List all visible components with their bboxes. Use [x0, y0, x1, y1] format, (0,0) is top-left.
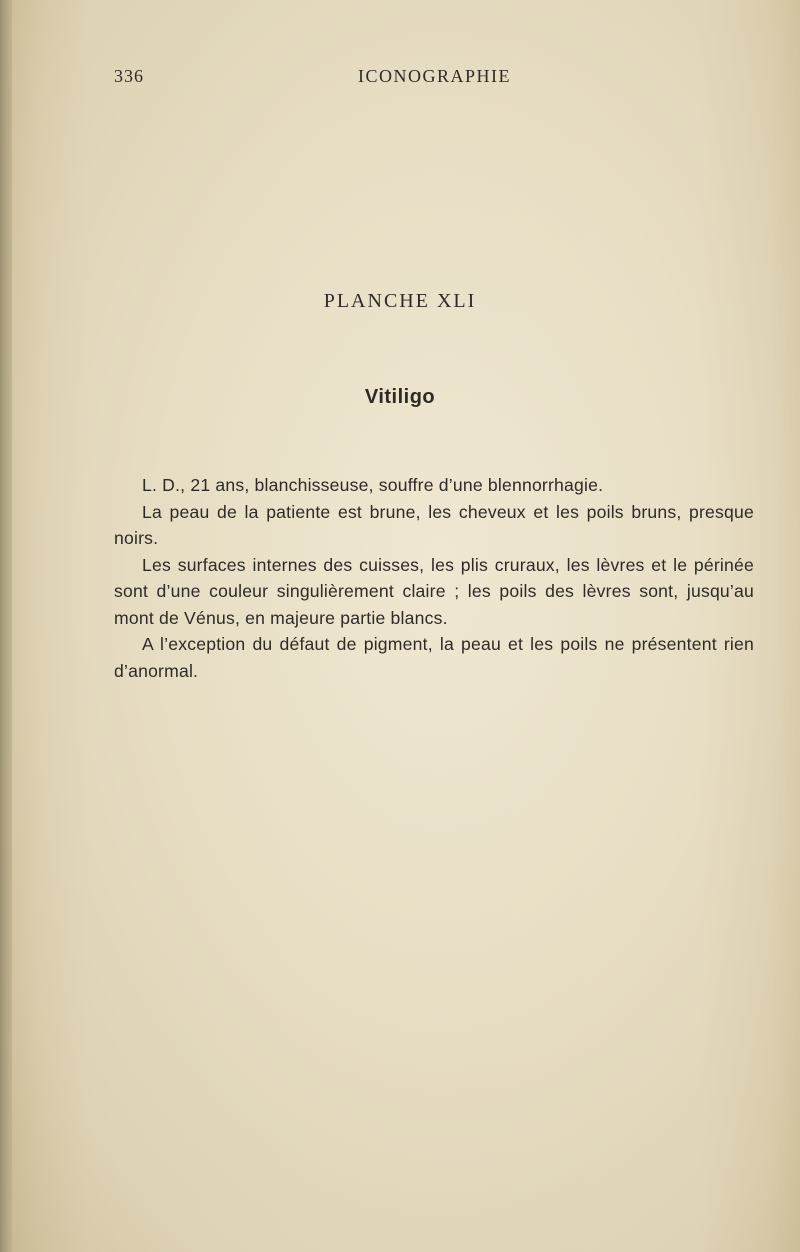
- paragraph: Les surfaces internes des cuisses, les plis cruraux, les lèvres et le périnée sont d’une couleur singulièrement claire ; les poils des lèvres sont, jusqu’au mont de Vénus, en majeure partie blancs.: [114, 554, 754, 628]
- page-number: 336: [114, 66, 144, 86]
- page-header: [0, 66, 800, 92]
- page-binding-edge: [0, 0, 12, 1252]
- paragraph: La peau de la patiente est brune, les cheveux et les poils bruns, presque noirs.: [114, 501, 754, 548]
- subject-title: Vitiligo: [364, 386, 436, 408]
- paragraph: L. D., 21 ans, blanchisseuse, souffre d’une blennorrhagie.: [142, 475, 604, 495]
- plate-title: PLANCHE XLI: [323, 290, 477, 312]
- paragraph: A l’exception du défaut de pigment, la peau et les poils ne présentent rien d’anormal.: [114, 634, 754, 681]
- body-text: [114, 472, 754, 684]
- running-title: ICONOGRAPHIE: [358, 66, 511, 86]
